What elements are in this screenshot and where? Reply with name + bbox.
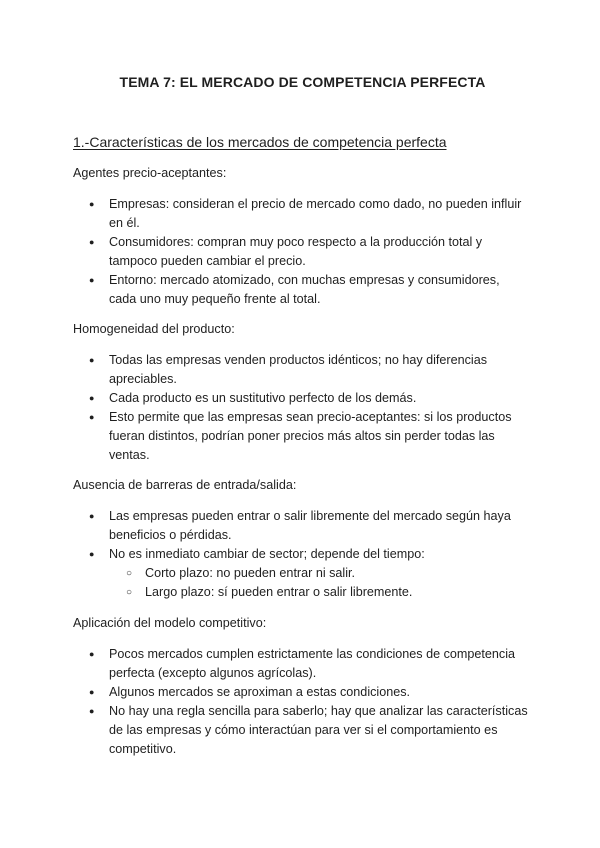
page-title: TEMA 7: EL MERCADO DE COMPETENCIA PERFECTA — [119, 74, 486, 90]
list-item: ● Algunos mercados se aproximan a estas condiciones. — [109, 683, 530, 702]
sub-list-item: ○ Largo plazo: sí pueden entrar o salir libremente. — [145, 583, 530, 602]
list-item: ● Esto permite que las empresas sean precio-aceptantes: si los productos fueran distintos, podrían poner precios más altos sin perder todas las ventas. — [109, 408, 530, 465]
group-label-barreras: Ausencia de barreras de entrada/salida: — [73, 478, 297, 492]
list-item: ● Las empresas pueden entrar o salir libremente del mercado según haya beneficios o pérdidas. — [109, 507, 530, 545]
sub-list-plazos — [109, 564, 530, 602]
bullet-list-agentes — [73, 195, 530, 309]
bullet-list-aplicacion — [73, 645, 530, 759]
list-item: ● Cada producto es un sustitutivo perfecto de los demás. — [109, 389, 530, 408]
list-item-text: No es inmediato cambiar de sector; depende del tiempo: — [109, 547, 425, 561]
section-heading: 1.-Características de los mercados de competencia perfecta — [73, 134, 447, 150]
list-item: ● Todas las empresas venden productos idénticos; no hay diferencias apreciables. — [109, 351, 530, 389]
list-item: ● Consumidores: compran muy poco respecto a la producción total y tampoco pueden cambiar el precio. — [109, 233, 530, 271]
sub-list-item: ○ Corto plazo: no pueden entrar ni salir. — [145, 564, 530, 583]
group-label-homogeneidad: Homogeneidad del producto: — [73, 322, 235, 336]
bullet-list-homogeneidad — [73, 351, 530, 465]
list-item: ● Empresas: consideran el precio de mercado como dado, no pueden influir en él. — [109, 195, 530, 233]
group-label-agentes: Agentes precio-aceptantes: — [73, 166, 227, 180]
list-item: ● No hay una regla sencilla para saberlo; hay que analizar las características de las empresas y cómo interactúan para ver si el comportamiento es competitivo. — [109, 702, 530, 759]
list-item: ● Entorno: mercado atomizado, con muchas empresas y consumidores, cada uno muy pequeño frente al total. — [109, 271, 530, 309]
list-item: ● Pocos mercados cumplen estrictamente las condiciones de competencia perfecta (excepto algunos agrícolas). — [109, 645, 530, 683]
list-item — [109, 545, 530, 602]
bullet-list-barreras — [73, 507, 530, 602]
group-label-aplicacion: Aplicación del modelo competitivo: — [73, 616, 267, 630]
